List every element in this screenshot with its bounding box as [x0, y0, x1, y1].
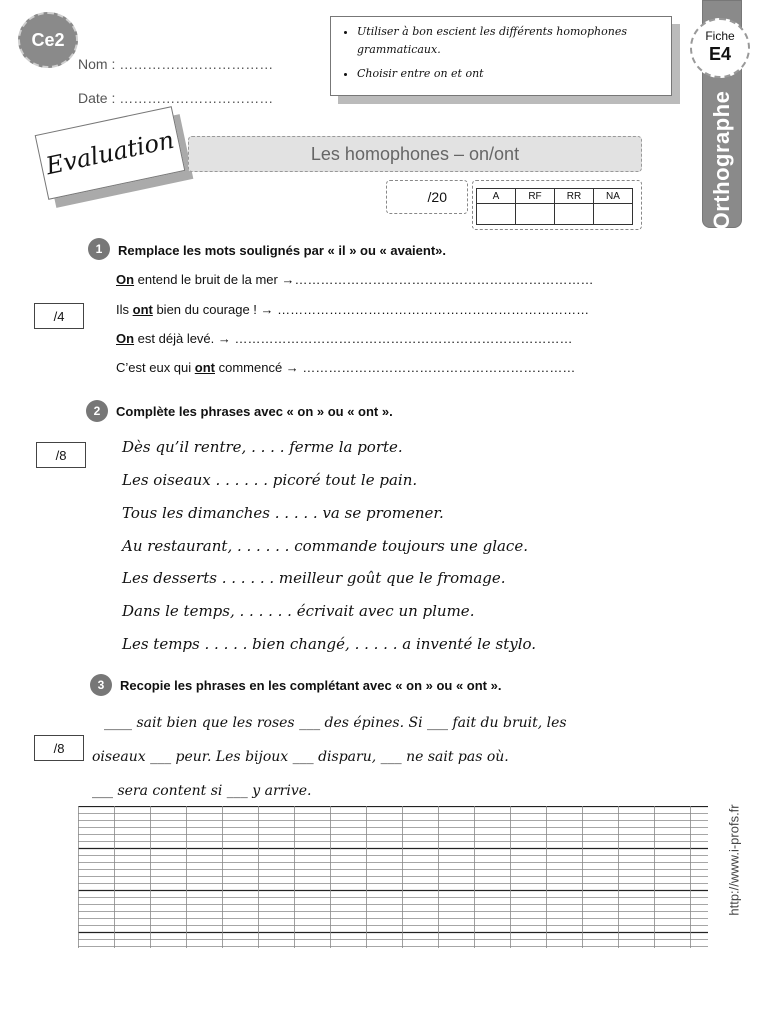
grading-grid — [476, 188, 633, 225]
exercise-3-score: /8 — [34, 735, 84, 761]
exercise-1-instruction: Remplace les mots soulignés par « il » ou « avaient». — [118, 243, 447, 258]
ex3-line-3: ___ sera content si ___ y arrive. — [92, 783, 312, 799]
exercise-2-instruction: Complète les phrases avec « on » ou « ont ». — [116, 404, 393, 419]
date-field: Date : …………………………… — [78, 90, 274, 106]
exercise-2-score: /8 — [36, 442, 86, 468]
total-score-box — [386, 180, 468, 214]
ex2-line-1: Dès qu’il rentre, . . . . ferme la porte. — [122, 438, 403, 456]
grid-header-a: A — [477, 189, 516, 204]
objective-1: • Utiliser à bon escient les différents homophones grammaticaux. — [357, 23, 671, 59]
level-badge — [18, 12, 78, 68]
ex1-line-4: C’est eux qui ont commencé → ……………………………………………………… — [116, 360, 576, 375]
grid-cell[interactable] — [555, 204, 594, 225]
ex2-line-6: Dans le temps, . . . . . . écrivait avec un plume. — [122, 602, 475, 620]
writing-grid[interactable] — [78, 806, 708, 948]
exercise-2-number: 2 — [86, 400, 108, 422]
ex1-line-2: Ils ont bien du courage ! → ……………………………………………………………… — [116, 302, 590, 317]
subject-label: Orthographe — [709, 90, 734, 230]
name-field: Nom : …………………………… — [78, 56, 274, 72]
ex2-line-5: Les desserts . . . . . . meilleur goût que le fromage. — [122, 569, 506, 587]
exercise-1-score: /4 — [34, 303, 84, 329]
grid-cell[interactable] — [594, 204, 633, 225]
objective-2: • Choisir entre on et ont — [357, 65, 671, 83]
ex3-line-2: oiseaux ___ peur. Les bijoux ___ disparu, ___ ne sait pas où. — [92, 749, 509, 765]
grid-header-rr: RR — [555, 189, 594, 204]
ex1-line-3: On est déjà levé. → …………………………………………………………………… — [116, 331, 573, 346]
ex3-line-1: ____ sait bien que les roses ___ des épines. Si ___ fait du bruit, les — [104, 715, 567, 731]
exercise-3-number: 3 — [90, 674, 112, 696]
ex2-line-2: Les oiseaux . . . . . . picoré tout le pain. — [122, 471, 418, 489]
total-score: /20 — [427, 189, 447, 205]
ex1-line-1: On entend le bruit de la mer →…………………………………………………………… — [116, 272, 594, 287]
objectives-box — [330, 16, 672, 96]
page-title: Les homophones – on/ont — [188, 136, 642, 172]
fiche-badge — [690, 18, 750, 78]
level-text: Ce2 — [31, 29, 65, 50]
evaluation-label: Evaluation — [35, 106, 186, 200]
ex2-line-4: Au restaurant, . . . . . . commande toujours une glace. — [122, 537, 528, 555]
grid-header-rf: RF — [516, 189, 555, 204]
grid-cell[interactable] — [516, 204, 555, 225]
exercise-1-number: 1 — [88, 238, 110, 260]
fiche-code: E4 — [708, 44, 732, 64]
ex2-line-3: Tous les dimanches . . . . . va se promener. — [122, 504, 444, 522]
exercise-3-instruction: Recopie les phrases en les complétant avec « on » ou « ont ». — [120, 678, 502, 693]
fiche-label: Fiche — [705, 29, 735, 43]
grid-cell[interactable] — [477, 204, 516, 225]
footer-url: http://www.i-profs.fr — [726, 804, 742, 916]
ex2-line-7: Les temps . . . . . bien changé, . . . . . a inventé le stylo. — [122, 635, 537, 653]
grid-header-na: NA — [594, 189, 633, 204]
